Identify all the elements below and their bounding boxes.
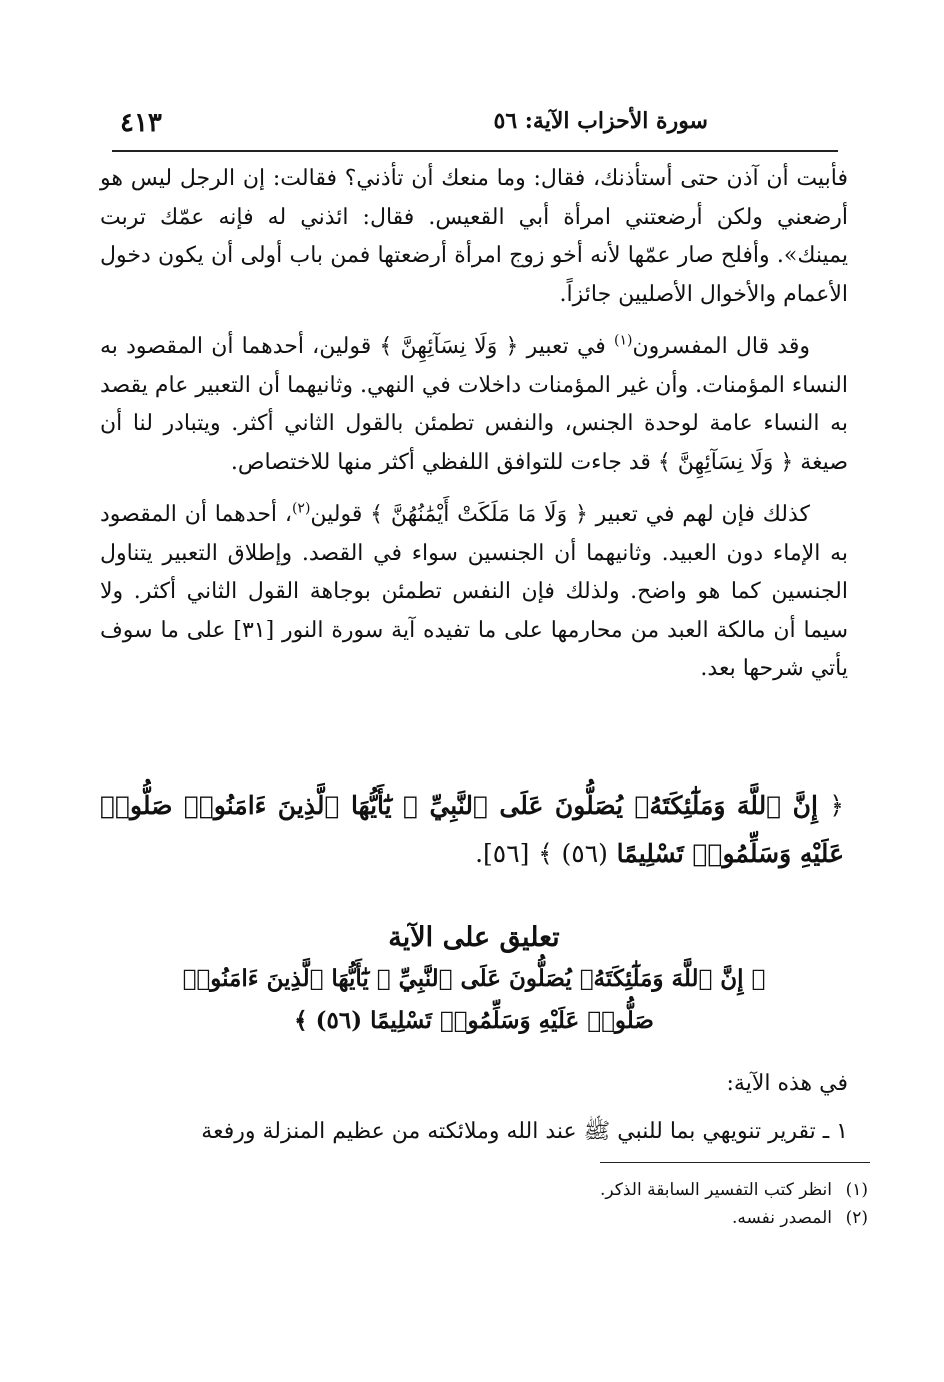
footnote-divider: [600, 1162, 870, 1163]
paragraph-3: [100, 496, 848, 689]
verse-open-bracket: ﴿: [829, 791, 844, 820]
footnote-2: [112, 1204, 868, 1232]
commentary-intro: في هذه الآية:: [726, 1071, 848, 1096]
paragraph-3-rest: ، أحدهما أن المقصود به الإماء دون العبيد. وثانيهما أن الجنسين سواء في القصد. وإطلاق التعبير يتناول الجنسين كما هو واضح. ولذلك فإن النفس تطمئن بوجاهة القول الثاني أكثر. ولا سيما أن مالكة العبد من محارمها على ما تفيده آية سورة النور [٣١] على ما سوف يأتي شرحها بعد.: [100, 502, 849, 681]
page-number: ٤١٣: [120, 108, 162, 138]
footnote-text: المصدر نفسه.: [731, 1208, 832, 1228]
commentary-verse-line-1: ﴿ إِنَّ ٱللَّهَ وَمَلَٰٓئِكَتَهُۥ يُصَلُّونَ عَلَى ٱلنَّبِيِّ ۚ يَٰٓأَيُّهَا ٱلَّذِينَ ءَامَنُوا۟: [182, 965, 766, 992]
commentary-heading: تعليق على الآية: [388, 922, 560, 953]
quran-verse-block: [100, 782, 844, 878]
footnote-ref-1[interactable]: (١): [614, 332, 633, 349]
paragraph-spacer: [100, 482, 848, 496]
paragraph-2-rest: في تعبير ﴿ وَلَا نِسَآئِهِنَّ ﴾ قولين، أحدهما أن المقصود به النساء المؤمنات. وأن غير المؤمنات داخلات في النهي. وثانيهما أن التعبير عام يقصد به النساء عامة لوحدة الجنس، والنفس تطمئن بالقول الثاني أكثر. ويتبادر لنا أن صيغة ﴿ وَلَا نِسَآئِهِنَّ ﴾ قد جاءت للتوافق اللفظي أكثر منها للاختصاص.: [100, 334, 848, 475]
verse-end-marker: (٥٦): [561, 839, 608, 868]
verse-close-bracket: ﴾: [538, 839, 553, 868]
paragraph-1: فأبيت أن آذن حتى أستأذنك، فقال: وما منعك أن تأذني؟ فقالت: إن الرجل ليس هو أرضعني ولكن أرضعتني امرأة أبي القعيس. فقال: ائذني له فإنه عمّك تربت يمينك». وأفلح صار عمّها لأنه أخو زوج امرأة أرضعتها فمن باب أولى أن يكون دخول الأعمام والأخوال الأصليين جائزاً.: [100, 166, 848, 307]
commentary-section: [100, 918, 848, 1152]
commentary-verse-line-2: صَلُّوا۟ عَلَيْهِ وَسَلِّمُوا۟ تَسْلِيمًا (٥٦) ﴾: [294, 1007, 654, 1034]
footnote-number: (٢): [845, 1208, 868, 1228]
footnote-text: انظر كتب التفسير السابقة الذكر.: [599, 1180, 832, 1200]
verse-text: إِنَّ ٱللَّهَ وَمَلَٰٓئِكَتَهُۥ يُصَلُّونَ عَلَى ٱلنَّبِيِّ ۚ يَٰٓأَيُّهَا ٱلَّذِينَ ءَامَنُوا۟ صَلُّوا۟ عَلَيْهِ وَسَلِّمُوا۟ تَسْلِيمًا: [100, 791, 844, 868]
footnote-ref-2[interactable]: (٢): [291, 500, 311, 517]
page-header: [112, 104, 838, 148]
footnote-number: (١): [845, 1180, 868, 1200]
paragraph-2: [100, 328, 848, 482]
paragraph-spacer: [100, 314, 848, 328]
header-divider: [112, 150, 838, 152]
footnotes: [112, 1176, 868, 1232]
paragraph-3-start: كذلك فإن لهم في تعبير ﴿ وَلَا مَا مَلَكَتْ أَيْمَٰنُهُنَّ ﴾ قولين: [310, 502, 810, 527]
running-title: سورة الأحزاب الآية: ٥٦: [493, 108, 708, 134]
commentary-point-1: ١ ـ تقرير تنويهي بما للنبي ﷺ عند الله وملائكته من عظيم المنزلة ورفعة: [201, 1119, 848, 1144]
verse-reference: [٥٦].: [475, 839, 530, 868]
paragraph-2-start: وقد قال المفسرون: [632, 334, 810, 359]
footnote-1: [112, 1176, 868, 1204]
main-text: [100, 160, 848, 689]
